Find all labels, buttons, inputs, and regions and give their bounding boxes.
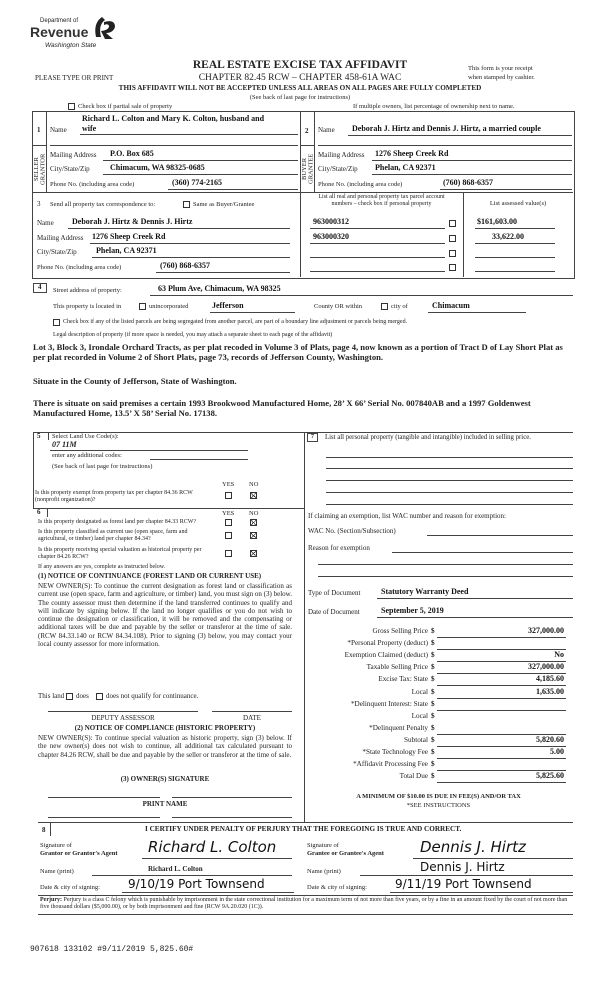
dor-emblem-icon [91, 15, 117, 41]
field-line [475, 228, 555, 229]
corr-phone[interactable]: (760) 868-6357 [160, 261, 210, 270]
amount-value[interactable]: 1,635.00 [536, 687, 564, 696]
exemption-label: If claiming an exemption, list WAC number and reason for exemption: [308, 512, 506, 520]
additional-codes-input[interactable] [150, 459, 248, 460]
county[interactable]: Jefferson [212, 301, 244, 310]
divider [32, 192, 573, 193]
forest-yes-checkbox[interactable] [225, 519, 232, 526]
field-line [390, 892, 573, 893]
field-line [437, 710, 566, 711]
logo-dept: Department of [40, 18, 79, 24]
corr-city-label: City/State/Zip [37, 248, 77, 256]
multiple-owners-note: If multiple owners, list percentage of ownership next to name. [353, 103, 515, 110]
partial-sale-checkbox[interactable] [68, 103, 75, 110]
amount-label: Exemption Claimed (deduct) [344, 651, 428, 659]
reason-input-line[interactable] [318, 564, 573, 565]
field-line [437, 746, 566, 747]
legal-description[interactable]: Lot 3, Block 3, Irondale Orchard Tracts, as per plat recoded in Volume 3 of Plats, page 4, now known as a portion of Tract D of Lay Short Plat as per plat recorded in Volume 2 of Short Plats, page 73, records of Jefferson County, Washington. [33, 342, 563, 363]
personal-property-line[interactable] [326, 504, 573, 505]
buyer-addr[interactable]: 1276 Sheep Creek Rd [375, 149, 449, 158]
perjury-label: Perjury: [40, 897, 62, 903]
owner-signature-line[interactable] [48, 797, 160, 798]
buyer-name-label: Name [318, 126, 335, 134]
currency-symbol: $ [431, 736, 435, 744]
parcel-number[interactable] [310, 271, 445, 272]
buyer-city[interactable]: Phelan, CA 92371 [375, 163, 436, 172]
amount-label: *Delinquent Penalty [369, 724, 428, 732]
field-line [437, 637, 566, 638]
field-line [372, 160, 572, 161]
exempt-question: Is this property exempt from property tax per chapter 84.36 RCW (nonprofit organization)? [35, 490, 193, 504]
field-line [50, 450, 248, 451]
please-type: PLEASE TYPE OR PRINT [35, 74, 114, 82]
reason-input[interactable] [392, 552, 573, 553]
land-use-code[interactable]: 07 11M [52, 440, 77, 449]
currency-symbol: $ [431, 700, 435, 708]
amount-value[interactable]: 4,185.60 [536, 674, 564, 683]
unincorporated-checkbox[interactable] [139, 303, 146, 310]
land-use-label: Select Land Use Code(s): [52, 433, 119, 440]
parcel-header-1: List all real and personal property tax parcel account [318, 194, 445, 200]
divider [300, 145, 314, 146]
personal-property-line[interactable] [326, 468, 573, 469]
currency-symbol: $ [431, 724, 435, 732]
seller-name-label: Name [50, 126, 67, 134]
historic-no-checkbox[interactable] [250, 550, 257, 557]
amount-label: Gross Selling Price [372, 627, 428, 635]
wac-label: WAC No. (Section/Subsection) [308, 527, 396, 535]
print-name-line[interactable] [48, 817, 160, 818]
currency-symbol: $ [431, 772, 435, 780]
cashier-stamp: 907618 133102 #9/11/2019 5,825.60# [30, 945, 194, 954]
same-as-buyer-label: Same as Buyer/Grantee [193, 201, 255, 208]
personal-property-line[interactable] [326, 457, 573, 458]
amount-value[interactable]: 5,825.60 [536, 771, 564, 780]
section-4-number: 4 [33, 283, 47, 293]
currency-symbol: $ [431, 748, 435, 756]
grantee-sig-label-1: Signature of [307, 842, 339, 849]
divider [48, 432, 49, 440]
amount-value[interactable]: 5.00 [550, 747, 564, 756]
no-header: NO [249, 481, 259, 488]
divider [33, 432, 34, 508]
seller-phone-label: Phone No. (including area code) [50, 181, 135, 188]
divider [50, 822, 51, 836]
field-line [92, 257, 290, 258]
forest-land-question: Is this property designated as forest land per chapter 84.33 RCW? [38, 519, 197, 525]
notice-compliance-title: (2) NOTICE OF COMPLIANCE (HISTORIC PROPERTY) [74, 724, 256, 732]
amount-label: *Personal Property (deduct) [347, 639, 428, 647]
field-line [150, 295, 573, 296]
field-line [50, 145, 298, 146]
grantee-signature[interactable]: Dennis J. Hirtz [420, 838, 526, 856]
grantee-date-city[interactable]: 9/11/19 Port Townsend [395, 877, 532, 891]
receipt-note-1: This form is your receipt [468, 65, 533, 72]
grantor-date-city[interactable]: 9/10/19 Port Townsend [128, 877, 265, 891]
section-5-number: 5 [37, 432, 41, 440]
grantor-name[interactable]: Richard L. Colton [148, 865, 203, 873]
grantor-sig-label-2: Grantor or Grantor's Agent [40, 850, 118, 857]
field-line [142, 858, 292, 859]
buyer-side-label: BUYER GRANTEE [301, 153, 315, 185]
assessed-value[interactable]: 33,622.00 [492, 232, 524, 241]
section-3-number: 3 [37, 200, 41, 208]
assessed-value[interactable] [475, 257, 555, 258]
field-line [372, 174, 572, 175]
corr-name[interactable]: Deborah J. Hirtz & Dennis J. Hirtz [72, 217, 193, 226]
field-line [348, 135, 572, 136]
field-line [437, 649, 566, 650]
section-7-number: 7 [307, 433, 318, 442]
historic-question: Is this property receiving special valuation as historical property per chapter 84.26 RCW? [38, 547, 202, 561]
additional-codes-label: enter any additional codes: [52, 452, 122, 459]
historic-yes-checkbox[interactable] [225, 550, 232, 557]
grantor-sig-label-1: Signature of [40, 842, 72, 849]
legal-situate[interactable]: Situate in the County of Jefferson, State of Washington. [33, 376, 237, 386]
amount-label: *Delinquent Interest: State [350, 700, 428, 708]
field-line [377, 617, 573, 618]
reason-input-line[interactable] [318, 576, 573, 577]
field-line [437, 758, 566, 759]
section-8-number: 8 [42, 826, 46, 834]
personal-property-line[interactable] [326, 480, 573, 481]
wac-input[interactable] [427, 535, 573, 536]
buyer-name[interactable]: Deborah J. Hirtz and Dennis J. Hirtz, a married couple [352, 124, 541, 133]
yes-header: YES [222, 481, 235, 488]
current-use-question: Is this property classified as current use (open space, farm and agricultural, or timber) land per chapter 84.34? [38, 529, 188, 543]
see-back-note: (See back of last page for instructions) [249, 94, 351, 101]
notice-continuance-title: (1) NOTICE OF CONTINUANCE (FOREST LAND OR CURRENT USE) [38, 572, 262, 580]
section-2-number: 2 [305, 127, 309, 135]
corr-phone-label: Phone No. (including area code) [37, 264, 122, 271]
corr-addr-label: Mailing Address [37, 234, 84, 242]
field-line [103, 174, 298, 175]
grantor-name-label: Name (print) [40, 868, 74, 875]
perjury-text: Perjury is a class C felony which is punishable by imprisonment in the state correctional institution for a maximum term of not more than five years, or by a fine in an amount fixed by the court of not more than five thousand dollars ($5,000.00), or by both imprisonment and fine (RCW 9A.20.020 (1C)). [40, 897, 568, 911]
perjury-notice [40, 897, 573, 911]
no-header: NO [249, 510, 259, 517]
doc-type-label: Type of Document [308, 589, 361, 597]
amount-label: *Affidavit Processing Fee [353, 760, 428, 768]
notice-compliance-text: NEW OWNER(S): To continue special valuation as historic property, sign (3) below. If the new owner(s) does not wish to continue, all additional tax calculated pursuant to chapter 84.26 RCW, shall be due and payable by the seller or transferor at the time of sale. [38, 734, 292, 759]
reason-label: Reason for exemption [308, 544, 370, 552]
partial-sale-label: Check box if partial sale of property [78, 103, 173, 110]
amount-value[interactable]: 327,000.00 [528, 662, 564, 671]
seller-side-label: SELLER GRANTOR [33, 153, 47, 185]
field-line [103, 160, 298, 161]
corr-name-label: Name [37, 219, 54, 227]
same-as-buyer-checkbox[interactable] [183, 201, 190, 208]
form-title: REAL ESTATE EXCISE TAX AFFIDAVIT [192, 59, 408, 71]
exempt-yes-checkbox[interactable] [225, 492, 232, 499]
city-checkbox[interactable] [381, 303, 388, 310]
doc-type[interactable]: Statutory Warranty Deed [381, 587, 469, 596]
receipt-note-2: when stamped by cashier. [468, 74, 535, 81]
does-not-label: does not qualify for continuance. [106, 692, 199, 700]
does-not-qualify-checkbox[interactable] [96, 693, 103, 700]
currency-symbol: $ [431, 663, 435, 671]
field-line [475, 243, 555, 244]
currency-symbol: $ [431, 688, 435, 696]
currency-symbol: $ [431, 639, 435, 647]
does-qualify-checkbox[interactable] [66, 693, 73, 700]
correspondence-label: Send all property tax correspondence to: [50, 201, 156, 208]
currency-symbol: $ [431, 712, 435, 720]
section-6-number: 6 [37, 508, 41, 516]
parcel-number[interactable]: 963000312 [313, 217, 349, 226]
legal-description-label: Legal description of property (if more space is needed, you may attach a separate sheet to each page of the affidavit) [53, 332, 333, 338]
amount-label: Taxable Selling Price [366, 663, 428, 671]
divider [304, 432, 305, 822]
buyer-addr-label: Mailing Address [318, 151, 365, 159]
amount-label: Local [411, 688, 428, 696]
print-name-label: PRINT NAME [142, 800, 188, 808]
forest-no-checkbox[interactable] [250, 519, 257, 526]
seller-city[interactable]: Chimacum, WA 98325-0685 [110, 163, 205, 172]
divider [38, 914, 573, 915]
seller-name-line2[interactable]: wife [82, 124, 97, 133]
field-line [168, 189, 298, 190]
buyer-phone-label: Phone No. (including area code) [318, 181, 403, 188]
city-of-label: city of [391, 303, 408, 310]
street-address[interactable]: 63 Plum Ave, Chimacum, WA 98325 [158, 284, 281, 293]
personal-property-checkbox[interactable] [449, 264, 456, 271]
seller-addr[interactable]: P.O. Box 685 [110, 149, 154, 158]
section-1-number: 1 [37, 126, 41, 134]
currency-symbol: $ [431, 627, 435, 635]
field-line [122, 892, 294, 893]
personal-property-checkbox[interactable] [449, 250, 456, 257]
county-or-label: County OR within [314, 303, 363, 310]
notice-continuance-text: NEW OWNER(S): To continue the current designation as forest land or classification as current use (open space, farm and agriculture, or timber) land, you must sign on (3) below. The county assessor must then determine if the land transferred continues to qualify and will indicate by signing below. If the land no longer qualifies or you do not wish to continue the designation or classification, it will be removed and the compensating or additional taxes will be due and payable by the seller or transferor at the time of sale. (RCW 84.33.140 or RCW 84.34.108). Prior to signing (3) below, you may contact your local county assessor for more information. [38, 582, 292, 648]
segregated-checkbox[interactable] [53, 319, 60, 326]
field-line [92, 875, 292, 876]
corr-city[interactable]: Phelan, CA 92371 [96, 246, 157, 255]
amount-value[interactable]: 5,820.60 [536, 735, 564, 744]
field-line [80, 134, 298, 135]
grantee-name-label: Name (print) [307, 868, 341, 875]
seller-phone[interactable]: (360) 774-2165 [172, 178, 222, 187]
field-line [413, 858, 573, 859]
deputy-assessor-signature[interactable] [48, 711, 198, 712]
print-name-line[interactable] [172, 817, 292, 818]
currency-symbol: $ [431, 675, 435, 683]
field-line [377, 598, 573, 599]
assessor-date[interactable] [212, 711, 292, 712]
field-line [318, 145, 572, 146]
field-line [360, 875, 573, 876]
warning: THIS AFFIDAVIT WILL NOT BE ACCEPTED UNLESS ALL AREAS ON ALL PAGES ARE FULLY COMPLETED [118, 84, 482, 92]
field-line [440, 189, 572, 190]
doc-date[interactable]: September 5, 2019 [381, 606, 444, 615]
if-yes-note: If any answers are yes, complete as instructed below. [38, 564, 166, 570]
field-line [428, 312, 526, 313]
grantor-date-city-label: Date & city of signing: [40, 884, 100, 891]
owner-signature-line[interactable] [172, 797, 292, 798]
assessed-value[interactable] [475, 271, 555, 272]
assessed-value[interactable]: $161,603.00 [477, 217, 517, 226]
owner-signature-label: (3) OWNER(S) SIGNATURE [120, 775, 210, 783]
personal-property-checkbox[interactable] [449, 235, 456, 242]
field-line [437, 782, 566, 783]
field-line [68, 228, 290, 229]
field-line [210, 312, 295, 313]
personal-property-line[interactable] [326, 492, 573, 493]
amount-value[interactable]: No [554, 650, 564, 659]
assessed-value-header: List assessed value(s) [489, 200, 547, 207]
currency-symbol: $ [431, 760, 435, 768]
field-line [310, 243, 445, 244]
seller-city-label: City/State/Zip [50, 165, 90, 173]
amount-label: *State Technology Fee [362, 748, 428, 756]
buyer-phone[interactable]: (760) 868-6357 [443, 178, 493, 187]
this-land-label: This land [38, 692, 65, 700]
corr-addr[interactable]: 1276 Sheep Creek Rd [92, 232, 166, 241]
divider [32, 145, 46, 146]
date-label: DATE [243, 714, 261, 722]
divider [38, 895, 573, 896]
amount-label: Total Due [399, 772, 428, 780]
personal-property-checkbox[interactable] [449, 220, 456, 227]
personal-property-label: List all personal property (tangible and intangible) included in selling price. [325, 434, 531, 441]
street-label: Street address of property: [53, 287, 122, 294]
field-line [437, 685, 566, 686]
grantee-name[interactable]: Dennis J. Hirtz [420, 860, 505, 874]
deputy-assessor-label: DEPUTY ASSESSOR [91, 714, 155, 722]
does-label: does [76, 692, 89, 700]
land-use-see-back: (See back of last page for instructions) [52, 463, 153, 470]
minimum-note: A MINIMUM OF $10.00 IS DUE IN FEE(S) AND/OR TAX [356, 793, 521, 800]
unincorporated-label: unincorporated [149, 303, 189, 310]
field-line [437, 698, 566, 699]
certify-statement: I CERTIFY UNDER PENALTY OF PERJURY THAT THE FOREGOING IS TRUE AND CORRECT. [145, 825, 462, 833]
amount-label: Excise Tax: State [378, 675, 428, 683]
parcel-header-2: numbers – check box if personal property [331, 201, 432, 207]
chapter-ref: CHAPTER 82.45 RCW – CHAPTER 458-61A WAC [198, 73, 402, 83]
logo-name: Revenue [30, 24, 89, 40]
yes-header: YES [222, 510, 235, 517]
doc-date-label: Date of Document [308, 608, 360, 616]
field-line [156, 272, 290, 273]
field-line [90, 243, 290, 244]
located-label: This property is located in [53, 303, 122, 310]
current-use-no-checkbox[interactable] [250, 532, 257, 539]
legal-manufactured-homes[interactable]: There is situate on said premises a certain 1993 Brookwood Manufactured Home, 28’ X 66’ Serial No. 007840AB and a 1997 Goldenwest Manufactured Home, 13.5’ X 58’ Serial No. 17138. [33, 398, 531, 419]
parcel-number[interactable] [310, 257, 445, 258]
divider [47, 508, 48, 517]
grantor-signature[interactable]: Richard L. Colton [148, 838, 277, 856]
grantee-date-city-label: Date & city of signing: [307, 884, 367, 891]
field-line [310, 228, 445, 229]
divider [38, 822, 573, 823]
parcel-number[interactable]: 963000320 [313, 232, 349, 241]
current-use-yes-checkbox[interactable] [225, 532, 232, 539]
see-instructions: *SEE INSTRUCTIONS [406, 802, 471, 809]
currency-symbol: $ [431, 651, 435, 659]
seller-addr-label: Mailing Address [50, 151, 97, 159]
divider [33, 508, 304, 509]
segregated-label: Check box if any of the listed parcels are being segregated from another parcel, are part of a boundary line adjustment or parcels being merged. [63, 319, 408, 325]
amount-label: Subtotal [404, 736, 428, 744]
exempt-no-checkbox[interactable] [250, 492, 257, 499]
city[interactable]: Chimacum [432, 301, 470, 310]
grantee-sig-label-2: Grantee or Grantee's Agent [307, 850, 384, 857]
amount-label: Local [411, 712, 428, 720]
seller-name-line1[interactable]: Richard L. Colton and Mary K. Colton, husband and [82, 114, 265, 123]
amount-value[interactable]: 327,000.00 [528, 626, 564, 635]
buyer-city-label: City/State/Zip [318, 165, 358, 173]
logo-state: Washington State [45, 42, 97, 49]
